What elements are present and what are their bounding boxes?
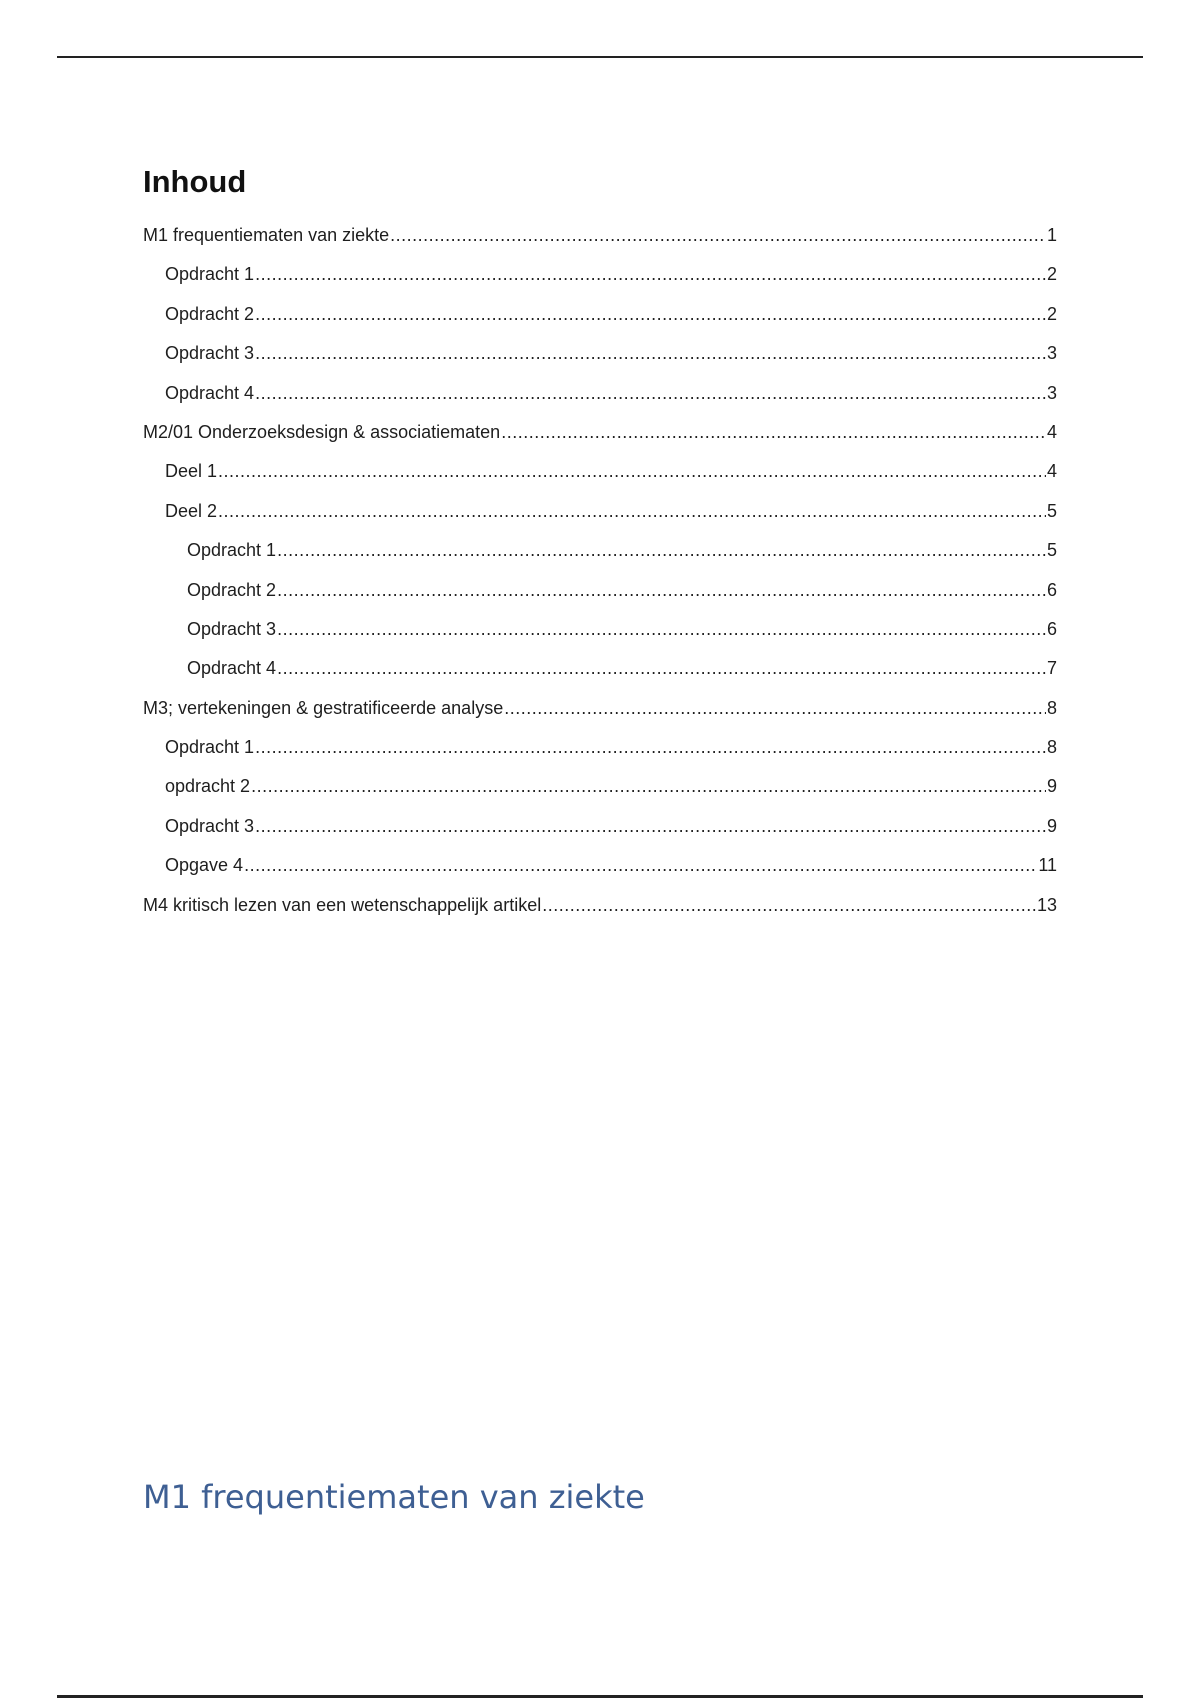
toc-dot-leader bbox=[277, 610, 1046, 649]
toc-entry-text: Opdracht 3 bbox=[165, 343, 255, 364]
toc-page-number: 9 bbox=[1046, 815, 1057, 836]
toc-page-number: 5 bbox=[1046, 540, 1057, 561]
toc-page-number: 4 bbox=[1046, 461, 1057, 482]
toc-entry[interactable] bbox=[143, 767, 1057, 806]
toc-entry[interactable] bbox=[143, 886, 1057, 925]
toc-entry[interactable] bbox=[143, 334, 1057, 373]
toc-dot-leader bbox=[542, 886, 1036, 925]
toc-page-number: 4 bbox=[1046, 421, 1057, 442]
toc-entry[interactable] bbox=[143, 374, 1057, 413]
toc-page-number: 8 bbox=[1046, 737, 1057, 758]
toc-dot-leader bbox=[255, 255, 1046, 294]
toc-dot-leader bbox=[255, 728, 1046, 767]
toc-dot-leader bbox=[277, 531, 1046, 570]
toc-dot-leader bbox=[244, 846, 1037, 885]
toc-dot-leader bbox=[218, 492, 1046, 531]
toc-entry-text: Opdracht 1 bbox=[165, 264, 255, 285]
toc-dot-leader bbox=[390, 216, 1046, 255]
toc-dot-leader bbox=[277, 571, 1046, 610]
toc-entry[interactable] bbox=[143, 610, 1057, 649]
toc-page-number: 6 bbox=[1046, 618, 1057, 639]
toc-page-number: 8 bbox=[1046, 697, 1057, 718]
section-heading: M1 frequentiematen van ziekte bbox=[143, 1478, 645, 1516]
toc-entry-text: Opgave 4 bbox=[165, 855, 244, 876]
toc-page-number: 3 bbox=[1046, 343, 1057, 364]
toc-entry[interactable] bbox=[143, 492, 1057, 531]
toc-page-number: 3 bbox=[1046, 382, 1057, 403]
toc-entry[interactable] bbox=[143, 413, 1057, 452]
toc-page-number: 2 bbox=[1046, 264, 1057, 285]
toc-entry-text: Opdracht 2 bbox=[187, 579, 277, 600]
toc-entry[interactable] bbox=[143, 728, 1057, 767]
toc-entry-text: Opdracht 4 bbox=[187, 658, 277, 679]
toc-entry-text: M3; vertekeningen & gestratificeerde analyse bbox=[143, 697, 504, 718]
toc-entry[interactable] bbox=[143, 531, 1057, 570]
toc-entry[interactable] bbox=[143, 216, 1057, 255]
toc-entry-text: Deel 1 bbox=[165, 461, 218, 482]
toc-page-number: 2 bbox=[1046, 303, 1057, 324]
toc-entry[interactable] bbox=[143, 452, 1057, 491]
toc-dot-leader bbox=[218, 452, 1046, 491]
toc-dot-leader bbox=[255, 295, 1046, 334]
toc-dot-leader bbox=[504, 689, 1046, 728]
toc-page-number: 13 bbox=[1036, 894, 1057, 915]
table-of-contents bbox=[143, 216, 1057, 925]
toc-dot-leader bbox=[255, 374, 1046, 413]
toc-entry-text: Opdracht 1 bbox=[187, 540, 277, 561]
toc-page-number: 11 bbox=[1038, 855, 1057, 876]
toc-dot-leader bbox=[255, 807, 1046, 846]
toc-entry-text: M2/01 Onderzoeksdesign & associatiematen bbox=[143, 421, 501, 442]
toc-entry[interactable] bbox=[143, 689, 1057, 728]
toc-entry-text: Deel 2 bbox=[165, 500, 218, 521]
toc-page-number: 7 bbox=[1046, 658, 1057, 679]
toc-entry[interactable] bbox=[143, 255, 1057, 294]
toc-entry[interactable] bbox=[143, 295, 1057, 334]
toc-dot-leader bbox=[255, 334, 1046, 373]
header-rule bbox=[57, 56, 1143, 58]
toc-entry[interactable] bbox=[143, 846, 1057, 885]
toc-entry-text: M1 frequentiematen van ziekte bbox=[143, 225, 390, 245]
toc-entry[interactable] bbox=[143, 807, 1057, 846]
toc-title: Inhoud bbox=[143, 164, 247, 199]
toc-dot-leader bbox=[501, 413, 1046, 452]
toc-entry-text: Opdracht 2 bbox=[165, 303, 255, 324]
toc-dot-leader bbox=[277, 649, 1046, 688]
toc-entry-text: Opdracht 3 bbox=[187, 618, 277, 639]
toc-page-number: 1 bbox=[1046, 225, 1057, 245]
toc-page-number: 9 bbox=[1046, 776, 1057, 797]
toc-entry-text: Opdracht 4 bbox=[165, 382, 255, 403]
toc-entry-text: Opdracht 1 bbox=[165, 737, 255, 758]
toc-entry-text: Opdracht 3 bbox=[165, 815, 255, 836]
toc-entry-text: opdracht 2 bbox=[165, 776, 251, 797]
toc-page-number: 5 bbox=[1046, 500, 1057, 521]
toc-entry-text: M4 kritisch lezen van een wetenschappelijk artikel bbox=[143, 894, 542, 915]
toc-entry[interactable] bbox=[143, 571, 1057, 610]
toc-page-number: 6 bbox=[1046, 579, 1057, 600]
toc-dot-leader bbox=[251, 767, 1046, 806]
toc-entry[interactable] bbox=[143, 649, 1057, 688]
footer-rule bbox=[57, 1695, 1143, 1698]
